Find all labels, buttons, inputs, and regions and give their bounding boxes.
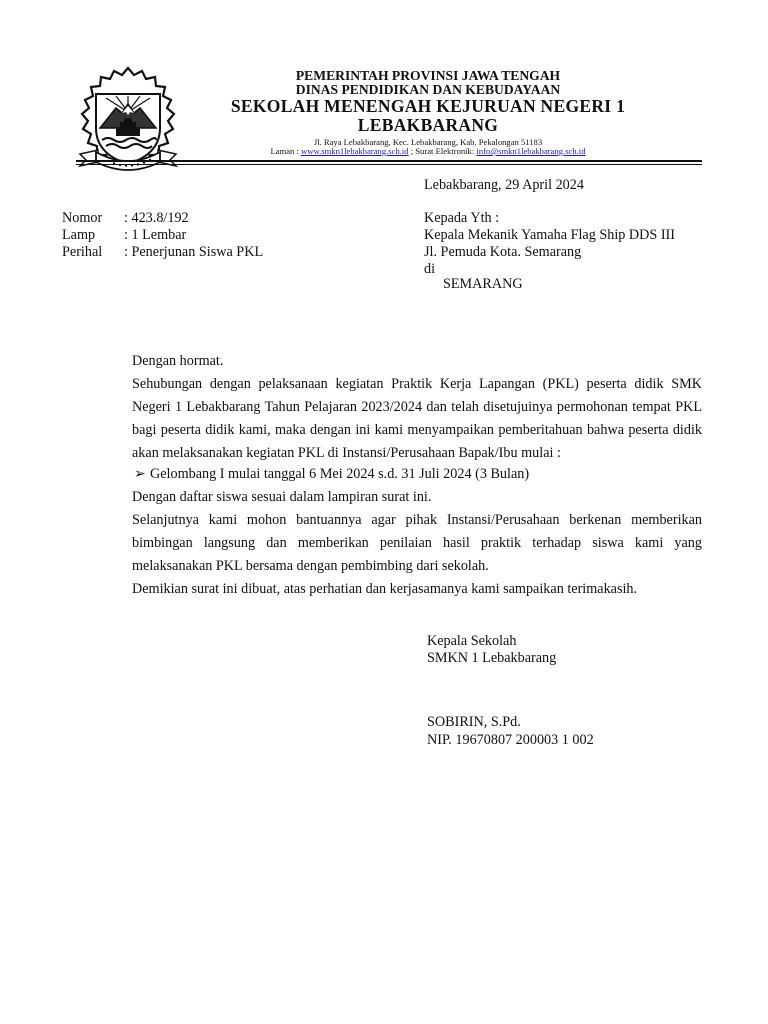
website-label: Laman : xyxy=(270,146,302,156)
signature-nip: NIP. 19670807 200003 1 002 xyxy=(427,732,594,748)
body-paragraph-closing: Demikian surat ini dibuat, atas perhatian dan kerjasamanya kami sampaikan terimakasih. xyxy=(132,581,638,597)
meta-label-lamp: Lamp xyxy=(62,227,96,243)
email-link[interactable]: info@smkn1lebakbarang.sch.id xyxy=(476,146,586,156)
salutation: Dengan hormat. xyxy=(132,353,224,369)
schedule-text: Gelombang I mulai tanggal 6 Mei 2024 s.d. 31 Juli 2024 (3 Bulan) xyxy=(150,466,530,482)
body-paragraph-attachment: Dengan daftar siswa sesuai dalam lampiran surat ini. xyxy=(132,489,432,505)
recipient-city: SEMARANG xyxy=(443,276,523,292)
letterhead-address: Jl. Raya Lebakbarang, Kec. Lebakbarang, Kab. Pekalongan 51183 xyxy=(313,137,543,147)
signature-name: SOBIRIN, S.Pd. xyxy=(427,714,521,730)
letterhead-divider-thick xyxy=(76,160,702,162)
letterhead-province: PEMERINTAH PROVINSI JAWA TENGAH xyxy=(295,68,561,83)
letterhead-school-name: LEBAKBARANG xyxy=(357,115,499,135)
email-label: ; Surat Elektronik: xyxy=(408,146,477,156)
meta-label-nomor: Nomor xyxy=(62,210,103,226)
body-paragraph-intro: Sehubungan dengan pelaksanaan kegiatan Praktik Kerja Lapangan (PKL) peserta didik SMK Negeri 1 Lebakbarang Tahun Pelajaran 2023/2024 dan telah disetujuinya permohonan tempat PKL bagi peserta didik kami, maka dengan ini kami menyampaikan pemberitahuan bahwa peserta didik akan melaksanakan kegiatan PKL di Instansi/Perusahaan Bapak/Ibu mulai : xyxy=(132,376,702,461)
meta-value-lamp: : 1 Lembar xyxy=(124,227,187,243)
letterhead-contact xyxy=(200,147,656,156)
meta-value-nomor: : 423.8/192 xyxy=(124,210,189,226)
meta-value-perihal: : Penerjunan Siswa PKL xyxy=(124,244,264,260)
website-link[interactable]: www.smkn1lebakbarang.sch.id xyxy=(301,146,409,156)
recipient-address: Jl. Pemuda Kota. Semarang xyxy=(424,244,582,260)
body-paragraph-request: Selanjutnya kami mohon bantuannya agar pihak Instansi/Perusahaan berkenan memberikan bimbingan langsung dan memberikan penilaian hasil praktik terhadap siswa kami yang melaksanakan PKL bersama dengan pembimbing dari sekolah. xyxy=(132,512,702,574)
letterhead-divider-thin xyxy=(76,164,702,165)
recipient-name: Kepala Mekanik Yamaha Flag Ship DDS III xyxy=(424,227,676,243)
recipient-di: di xyxy=(424,261,436,277)
meta-label-perihal: Perihal xyxy=(62,244,103,260)
signature-title: Kepala Sekolah xyxy=(427,633,517,649)
arrowhead-bullet-icon: ➢ xyxy=(134,466,146,482)
letter-date: Lebakbarang, 29 April 2024 xyxy=(424,177,584,193)
signature-school: SMKN 1 Lebakbarang xyxy=(427,650,557,666)
schedule-bullet xyxy=(134,463,529,486)
recipient-greeting: Kepada Yth : xyxy=(424,210,500,226)
letterhead-school-type: SEKOLAH MENENGAH KEJURUAN NEGERI 1 xyxy=(230,96,626,116)
letterhead-department: DINAS PENDIDIKAN DAN KEBUDAYAAN xyxy=(295,82,561,97)
